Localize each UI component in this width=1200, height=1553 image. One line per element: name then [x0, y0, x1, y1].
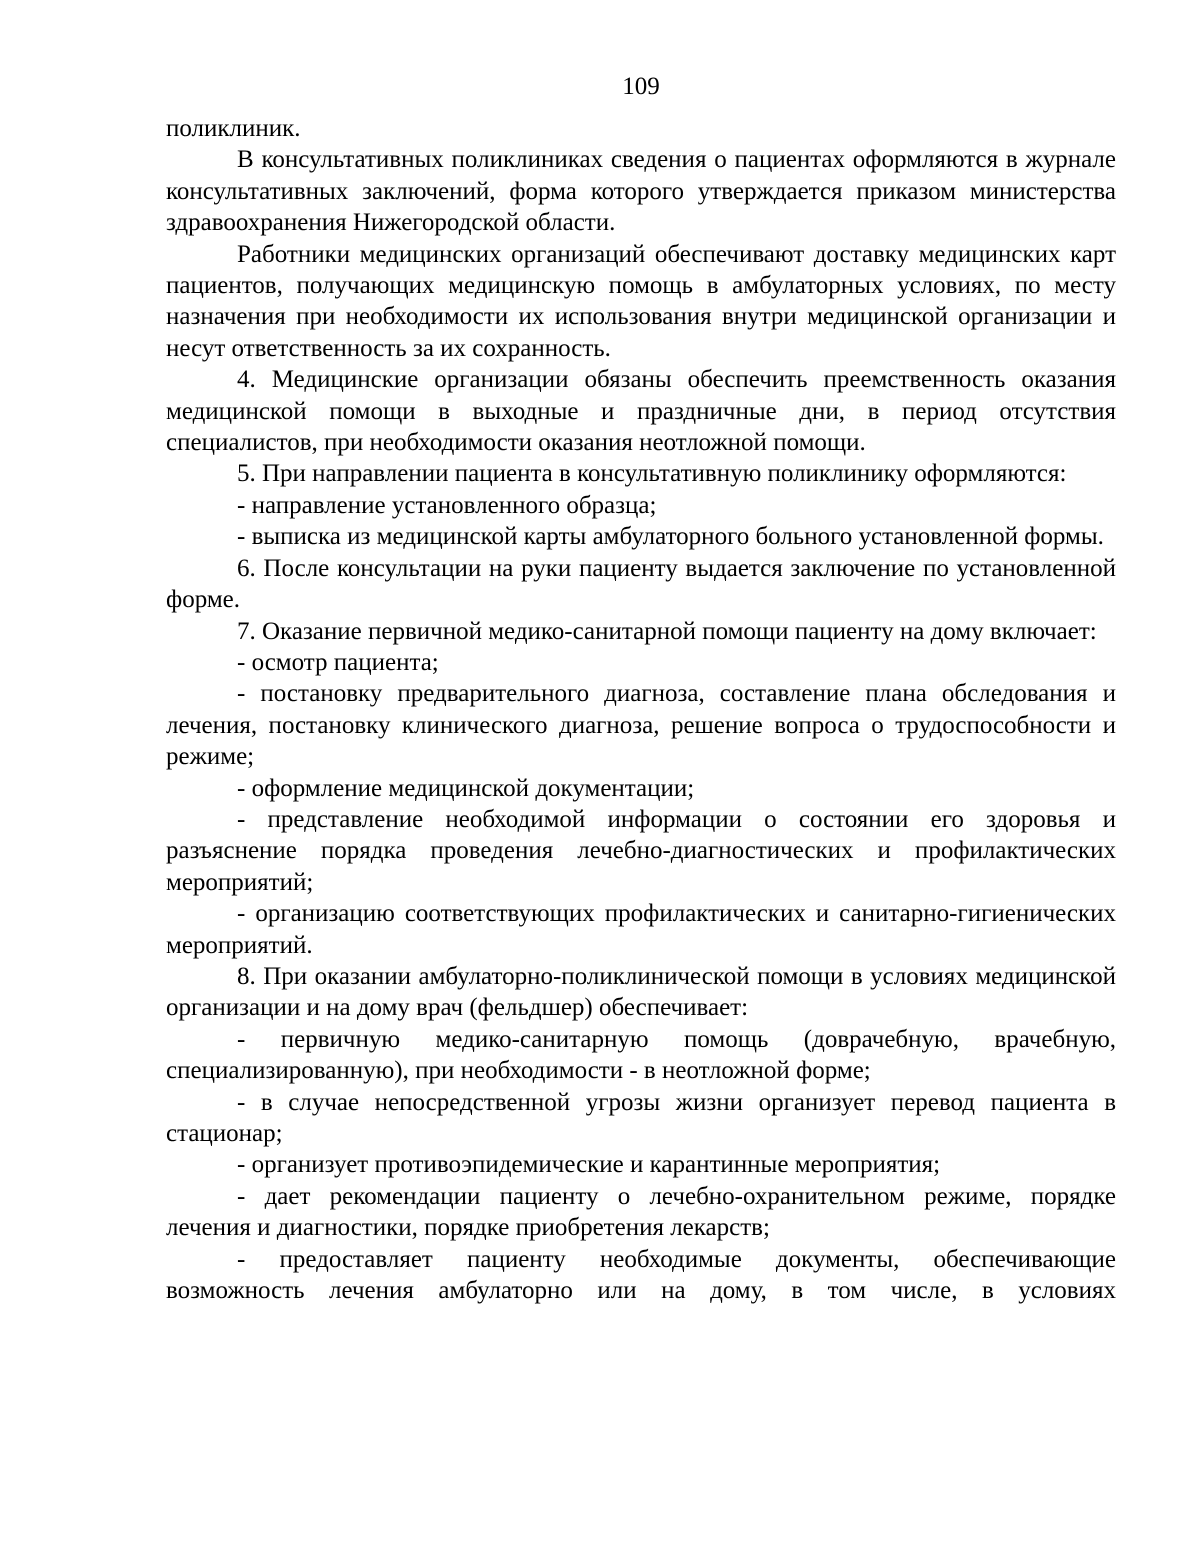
document-body [166, 113, 1116, 1306]
paragraph-19: - дает рекомендации пациенту о лечебно-охранительном режиме, порядке лечения и диагностики, порядке приобретения лекарств; [166, 1182, 1116, 1242]
paragraph-2: В консультативных поликлиниках сведения о пациентах оформляются в журнале консультативных заключений, форма которого утверждается приказом министерства здравоохранения Нижегородской области. [166, 146, 1116, 237]
paragraph-6: - направление установленного образца; [237, 491, 657, 519]
page-number: 109 [622, 73, 660, 100]
paragraph-1: поликлиник. [166, 115, 301, 142]
paragraph-20: - предоставляет пациенту необходимые документы, обеспечивающие возможность лечения амбулаторно или на дому, в том числе, в условиях [166, 1245, 1116, 1305]
paragraph-14: - организацию соответствующих профилактических и санитарно-гигиенических мероприятий. [166, 900, 1116, 959]
paragraph-3: Работники медицинских организаций обеспечивают доставку медицинских карт пациентов, получающих медицинскую помощь в амбулаторных условиях, по месту назначения при необходимости их использования внутри медицинской организации и несут ответственность за их сохранность. [166, 240, 1116, 362]
paragraph-7: - выписка из медицинской карты амбулаторного больного установленной формы. [237, 523, 1104, 551]
paragraph-13: - представление необходимой информации о состоянии его здоровья и разъяснение порядка проведения лечебно-диагностических и профилактических мероприятий; [166, 805, 1116, 896]
paragraph-15: 8. При оказании амбулаторно-поликлинической помощи в условиях медицинской организации и на дому врач (фельдшер) обеспечивает: [166, 962, 1116, 1022]
paragraph-10: - осмотр пациента; [237, 648, 439, 676]
paragraph-17: - в случае непосредственной угрозы жизни организует перевод пациента в стационар; [166, 1088, 1116, 1147]
paragraph-4: 4. Медицинские организации обязаны обеспечить преемственность оказания медицинской помощи в выходные и праздничные дни, в период отсутствия специалистов, при необходимости оказания неотложной помощи. [166, 366, 1116, 457]
paragraph-5: 5. При направлении пациента в консультативную поликлинику оформляются: [237, 460, 1067, 488]
paragraph-16: - первичную медико-санитарную помощь (доврачебную, врачебную, специализированную), при необходимости - в неотложной форме; [166, 1025, 1116, 1085]
paragraph-18: - организует противоэпидемические и карантинные мероприятия; [237, 1151, 941, 1179]
paragraph-12: - оформление медицинской документации; [237, 774, 695, 802]
paragraph-9: 7. Оказание первичной медико-санитарной помощи пациенту на дому включает: [237, 617, 1097, 645]
paragraph-8: 6. После консультации на руки пациенту выдается заключение по установленной форме. [166, 554, 1116, 614]
paragraph-11: - постановку предварительного диагноза, составление плана обследования и лечения, постановку клинического диагноза, решение вопроса о трудоспособности и режиме; [166, 680, 1116, 771]
